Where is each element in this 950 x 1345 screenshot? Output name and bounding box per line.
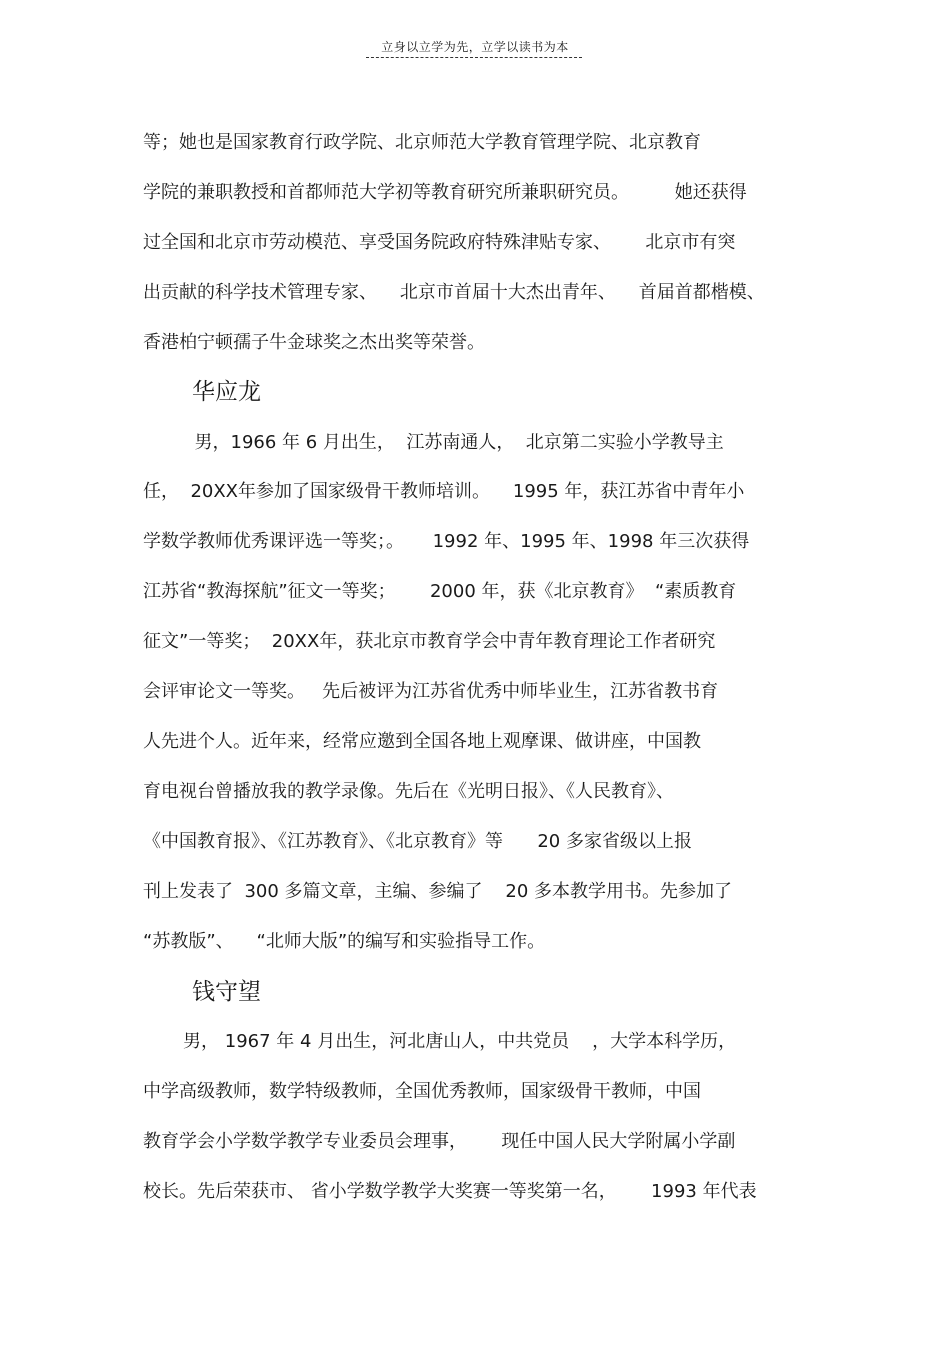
text-line: 出贡献的科学技术管理专家、 北京市首届十大杰出青年、 首届首都楷模、 — [143, 282, 765, 303]
text-line: 过全国和北京市劳动模范、享受国务院政府特殊津贴专家、 北京市有突 — [143, 232, 736, 253]
section-heading: 华应龙 — [192, 379, 261, 405]
text-line: 教育学会小学数学教学专业委员会理事， 现任中国人民大学附属小学副 — [143, 1131, 736, 1152]
text-line: 香港柏宁顿孺子牛金球奖之杰出奖等荣誉。 — [143, 332, 485, 353]
text-line: 中学高级教师，数学特级教师，全国优秀教师，国家级骨干教师，中国 — [143, 1081, 701, 1102]
text-line: 会评审论文一等奖。 先后被评为江苏省优秀中师毕业生，江苏省教书育 — [143, 681, 719, 702]
text-line: 刊上发表了 300 多篇文章，主编、参编了 20 多本教学用书。先参加了 — [143, 881, 733, 902]
text-line: 学院的兼职教授和首都师范大学初等教育研究所兼职研究员。 她还获得 — [143, 182, 747, 203]
text-line: 男，1966 年 6 月出生， 江苏南通人， 北京第二实验小学教导主 — [143, 432, 724, 453]
header-divider — [366, 57, 582, 58]
text-line: 育电视台曾播放我的教学录像。先后在《光明日报》、《人民教育》、 — [143, 781, 674, 802]
text-line: 学数学教师优秀课评选一等奖；。 1992 年、1995 年、1998 年三次获得 — [143, 531, 750, 552]
text-line: 江苏省“教海探航”征文一等奖； 2000 年，获《北京教育》 “素质教育 — [143, 581, 737, 602]
page-header: 立身以立学为先，立学以读书为本 — [381, 40, 569, 54]
text-line: “苏教版”、 “北师大版”的编写和实验指导工作。 — [143, 931, 546, 952]
text-line: 征文”一等奖； 20XX年，获北京市教育学会中青年教育理论工作者研究 — [143, 631, 716, 652]
text-line: 任， 20XX年参加了国家级骨干教师培训。 1995 年，获江苏省中青年小 — [143, 481, 745, 502]
text-line: 男， 1967 年 4 月出生，河北唐山人，中共党员 ，大学本科学历， — [143, 1031, 737, 1052]
section-heading: 钱守望 — [192, 979, 261, 1005]
text-line: 等；她也是国家教育行政学院、北京师范大学教育管理学院、北京教育 — [143, 132, 701, 153]
text-line: 校长。先后荣获市、 省小学数学教学大奖赛一等奖第一名， 1993 年代表 — [143, 1181, 757, 1202]
text-line: 《中国教育报》、《江苏教育》、《北京教育》等 20 多家省级以上报 — [143, 831, 692, 852]
text-line: 人先进个人。近年来，经常应邀到全国各地上观摩课、做讲座，中国教 — [143, 731, 701, 752]
